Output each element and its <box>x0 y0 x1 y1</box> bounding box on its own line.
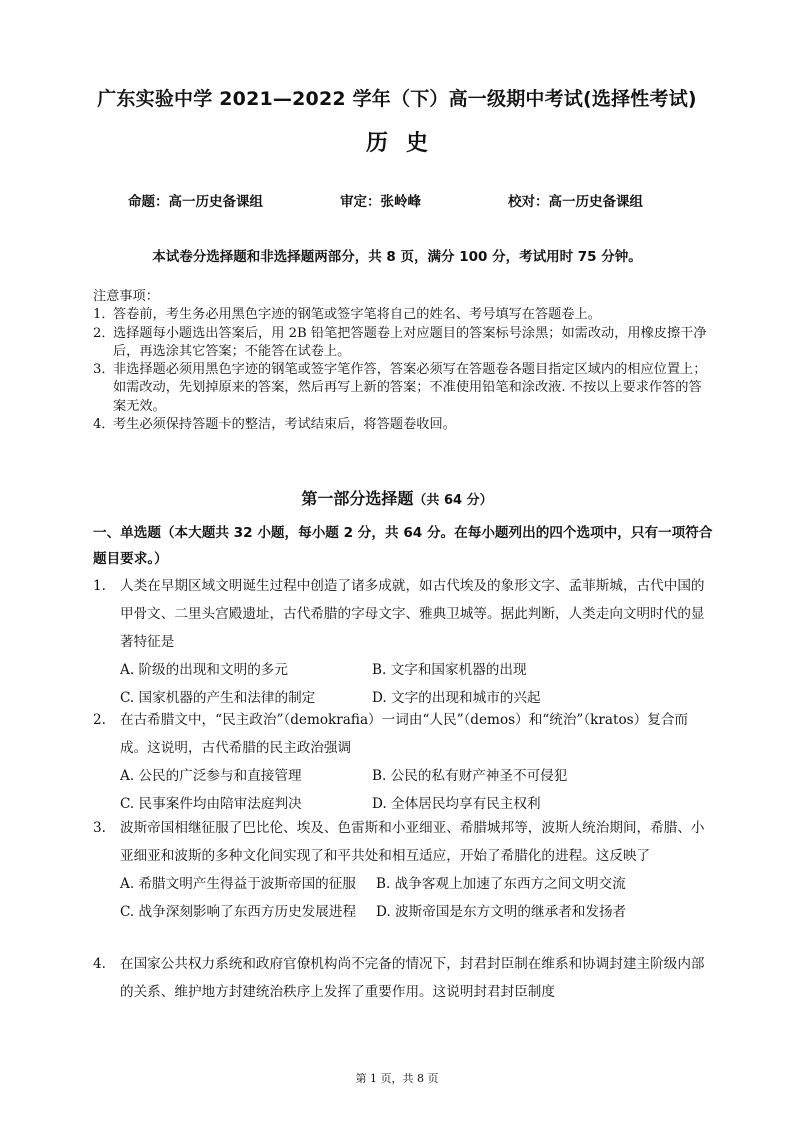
option-d: D. 波斯帝国是东方文明的继承者和发扬者 <box>376 904 627 920</box>
note-item <box>93 361 713 416</box>
note-number: 3． <box>93 362 115 378</box>
part-score: （共 64 分） <box>413 493 493 508</box>
option-b: B. 战争客观上加速了东西方之间文明交流 <box>376 876 626 892</box>
note-number: 1． <box>93 307 115 323</box>
question-2 <box>93 706 713 818</box>
question-number: 2. <box>93 712 106 728</box>
question-stem: 波斯帝国相继征服了巴比伦、埃及、色雷斯和小亚细亚、希腊城邦等，波斯人统治期间，希腊、小亚细亚和波斯的多种文化间实现了和平共处和相互适应，开始了希腊化的进程。这反映了 <box>120 820 705 864</box>
question-1 <box>93 572 713 712</box>
exam-intro: 本试卷分选择题和非选择题两部分，共 8 页，满分 100 分，考试用时 75 分钟。 <box>152 249 642 265</box>
question-number: 1. <box>93 578 106 594</box>
section-heading: 一、单选题（本大题共 32 小题，每小题 2 分，共 64 分。在每小题列出的四个选项中，只有一项符合题目要求。） <box>93 525 713 567</box>
note-item <box>93 306 713 324</box>
option-c: C. 国家机器的产生和法律的制定 <box>120 690 316 706</box>
notes-heading: 注意事项： <box>93 289 159 304</box>
option-a: A. 阶级的出现和文明的多元 <box>120 662 288 678</box>
part-heading <box>0 486 794 509</box>
option-b: B. 文字和国家机器的出现 <box>372 662 527 678</box>
note-item <box>93 416 713 434</box>
note-text: 考生必须保持答题卡的整洁，考试结束后，将答题卷收回。 <box>113 417 456 433</box>
question-stem: 人类在早期区域文明诞生过程中创造了诸多成就，如古代埃及的象形文字、孟菲斯城，古代中国的甲骨文、二里头宫殿遗址，古代希腊的字母文字、雅典卫城等。据此判断，人类走向文明时代的显著特征是 <box>120 578 705 650</box>
option-b: B. 公民的私有财产神圣不可侵犯 <box>372 768 568 784</box>
page-footer: 第 1 页，共 8 页 <box>355 1072 439 1085</box>
subject-title: 历史 <box>365 131 446 156</box>
option-c: C. 战争深刻影响了东西方历史发展进程 <box>120 904 357 920</box>
question-3 <box>93 814 713 926</box>
option-c: C. 民事案件均由陪审法庭判决 <box>120 796 302 812</box>
proofreader-label: 校对：高一历史备课组 <box>508 194 643 210</box>
exam-title: 广东实验中学 2021—2022 学年（下）高一级期中考试(选择性考试) <box>97 88 697 110</box>
note-item <box>93 325 713 362</box>
setter-label: 命题：高一历史备课组 <box>128 194 263 210</box>
question-number: 4. <box>93 956 106 972</box>
note-number: 2． <box>93 325 115 341</box>
note-text: 选择题每小题选出答案后，用 2B 铅笔把答题卷上对应题目的答案标号涂黑；如需改动，用橡皮擦干净后，再选涂其它答案；不能答在试卷上。 <box>113 325 707 359</box>
note-text: 非选择题必须用黑色字迹的钢笔或签字笔作答，答案必须写在答题卷各题目指定区域内的相应位置上；如需改动，先划掉原来的答案，然后再写上新的答案；不准使用铅笔和涂改液. 不按以上要求作答的答案无效。 <box>113 362 707 414</box>
notes-block <box>93 288 713 434</box>
question-4 <box>93 950 713 1006</box>
question-number: 3. <box>93 820 106 836</box>
option-d: D. 文字的出现和城市的兴起 <box>372 690 541 706</box>
question-stem: 在古希腊文中，“民主政治”（demokrafia）一词由“人民”（demos）和“统治”（kratos）复合而成。这说明，古代希腊的民主政治强调 <box>120 712 689 756</box>
note-text: 答卷前，考生务必用黑色字迹的钢笔或签字笔将自己的姓名、考号填写在答题卷上。 <box>113 307 601 323</box>
part-title: 第一部分选择题 <box>301 489 414 508</box>
option-a: A. 希腊文明产生得益于波斯帝国的征服 <box>120 876 356 892</box>
reviewer-label: 审定：张岭峰 <box>340 194 421 210</box>
note-number: 4． <box>93 417 115 433</box>
option-a: A. 公民的广泛参与和直接管理 <box>120 768 302 784</box>
option-d: D. 全体居民均享有民主权利 <box>372 796 541 812</box>
question-stem: 在国家公共权力系统和政府官僚机构尚不完备的情况下，封君封臣制在维系和协调封建主阶级内部的关系、维护地方封建统治秩序上发挥了重要作用。这说明封君封臣制度 <box>120 956 705 1000</box>
